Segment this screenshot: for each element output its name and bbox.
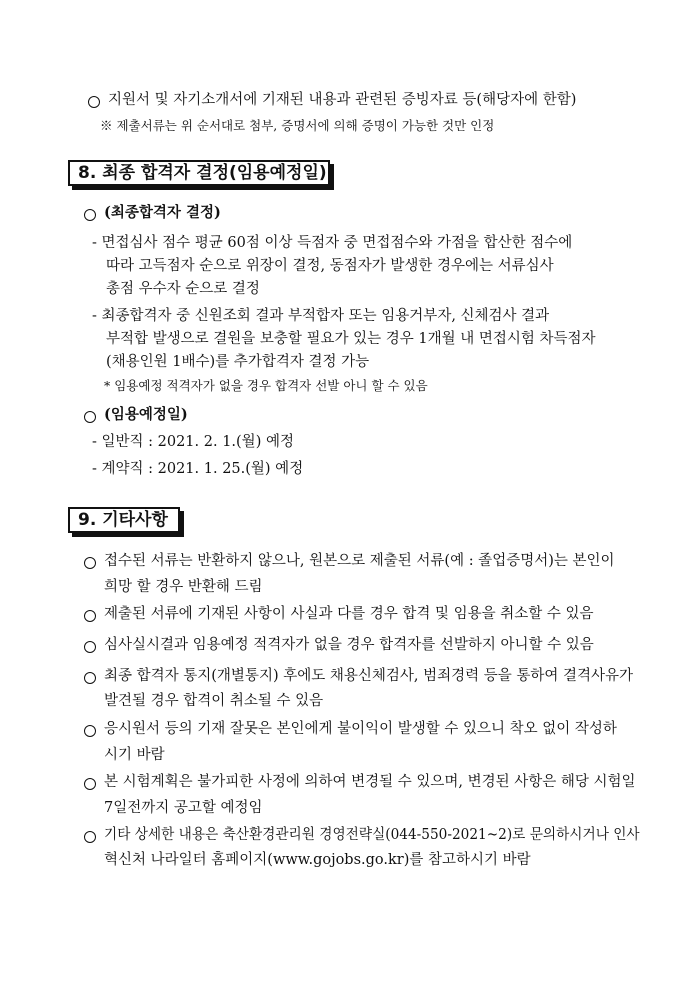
bullet-icon — [84, 725, 96, 737]
list-item: 심사실시결과 임용예정 적격자가 없을 경우 합격자를 선발하지 아니할 수 있음 — [104, 637, 594, 653]
bullet-icon — [84, 641, 96, 653]
list-item: 접수된 서류는 반환하지 않으나, 원본으로 제출된 서류(예 : 졸업증명서)는 본인이 — [104, 553, 615, 569]
doc-item: 지원서 및 자기소개서에 기재된 내용과 관련된 증빙자료 등(해당자에 한함) — [108, 92, 577, 108]
section-8-title: 8. 최종 합격자 결정(임용예정일) — [68, 160, 330, 186]
bullet-icon — [84, 557, 96, 569]
paragraph-line: 따라 고득점자 순으로 위장이 결정, 동점자가 발생한 경우에는 서류심사 — [106, 258, 554, 274]
bullet-icon — [84, 672, 96, 684]
list-item-cont: 혁신처 나라일터 홈페이지(www.gojobs.go.kr)를 참고하시기 바람 — [104, 852, 531, 868]
paragraph-line: 총점 우수자 순으로 결정 — [106, 281, 260, 297]
list-item-cont: 발견될 경우 합격이 취소될 수 있음 — [104, 693, 324, 709]
bullet-icon — [88, 96, 100, 108]
section-9-title: 9. 기타사항 — [68, 507, 180, 533]
paragraph-line: 부적합 발생으로 결원을 보충할 필요가 있는 경우 1개월 내 면접시험 차득점자 — [106, 331, 596, 347]
paragraph-line: - 면접심사 점수 평균 60점 이상 득점자 중 면접점수와 가점을 합산한 점수에 — [92, 235, 573, 251]
list-item: 제출된 서류에 기재된 사항이 사실과 다를 경우 합격 및 임용을 취소할 수 있음 — [104, 606, 594, 622]
subsection-title: (임용예정일) — [104, 406, 188, 423]
bullet-icon — [84, 831, 96, 843]
list-item: 기타 상세한 내용은 축산환경관리원 경영전략실(044-550-2021~2)로 문의하시거나 인사 — [104, 827, 640, 843]
date-line: - 일반직 : 2021. 2. 1.(월) 예정 — [92, 434, 294, 450]
list-item-cont: 시기 바람 — [104, 747, 165, 763]
list-item-cont: 7일전까지 공고할 예정임 — [104, 800, 263, 816]
list-item-cont: 희망 할 경우 반환해 드림 — [104, 579, 263, 595]
paragraph-line: (채용인원 1배수)를 추가합격자 결정 가능 — [106, 354, 370, 370]
bullet-icon — [84, 610, 96, 622]
list-item: 최종 합격자 통지(개별통지) 후에도 채용신체검사, 범죄경력 등을 통하여 결격사유가 — [104, 668, 634, 684]
subsection-title: (최종합격자 결정) — [104, 204, 221, 221]
date-line: - 계약직 : 2021. 1. 25.(월) 예정 — [92, 461, 304, 477]
note: ※ 제출서류는 위 순서대로 첨부, 증명서에 의해 증명이 가능한 것만 인정 — [100, 118, 495, 133]
note: * 임용예정 적격자가 없을 경우 합격자 선발 아니 할 수 있음 — [104, 378, 428, 393]
bullet-icon — [84, 209, 96, 221]
list-item: 본 시험계획은 불가피한 사정에 의하여 변경될 수 있으며, 변경된 사항은 해당 시험일 — [104, 774, 636, 790]
list-item: 응시원서 등의 기재 잘못은 본인에게 불이익이 발생할 수 있으니 착오 없이 작성하 — [104, 721, 617, 737]
paragraph-line: - 최종합격자 중 신원조회 결과 부적합자 또는 임용거부자, 신체검사 결과 — [92, 308, 550, 324]
bullet-icon — [84, 411, 96, 423]
bullet-icon — [84, 778, 96, 790]
